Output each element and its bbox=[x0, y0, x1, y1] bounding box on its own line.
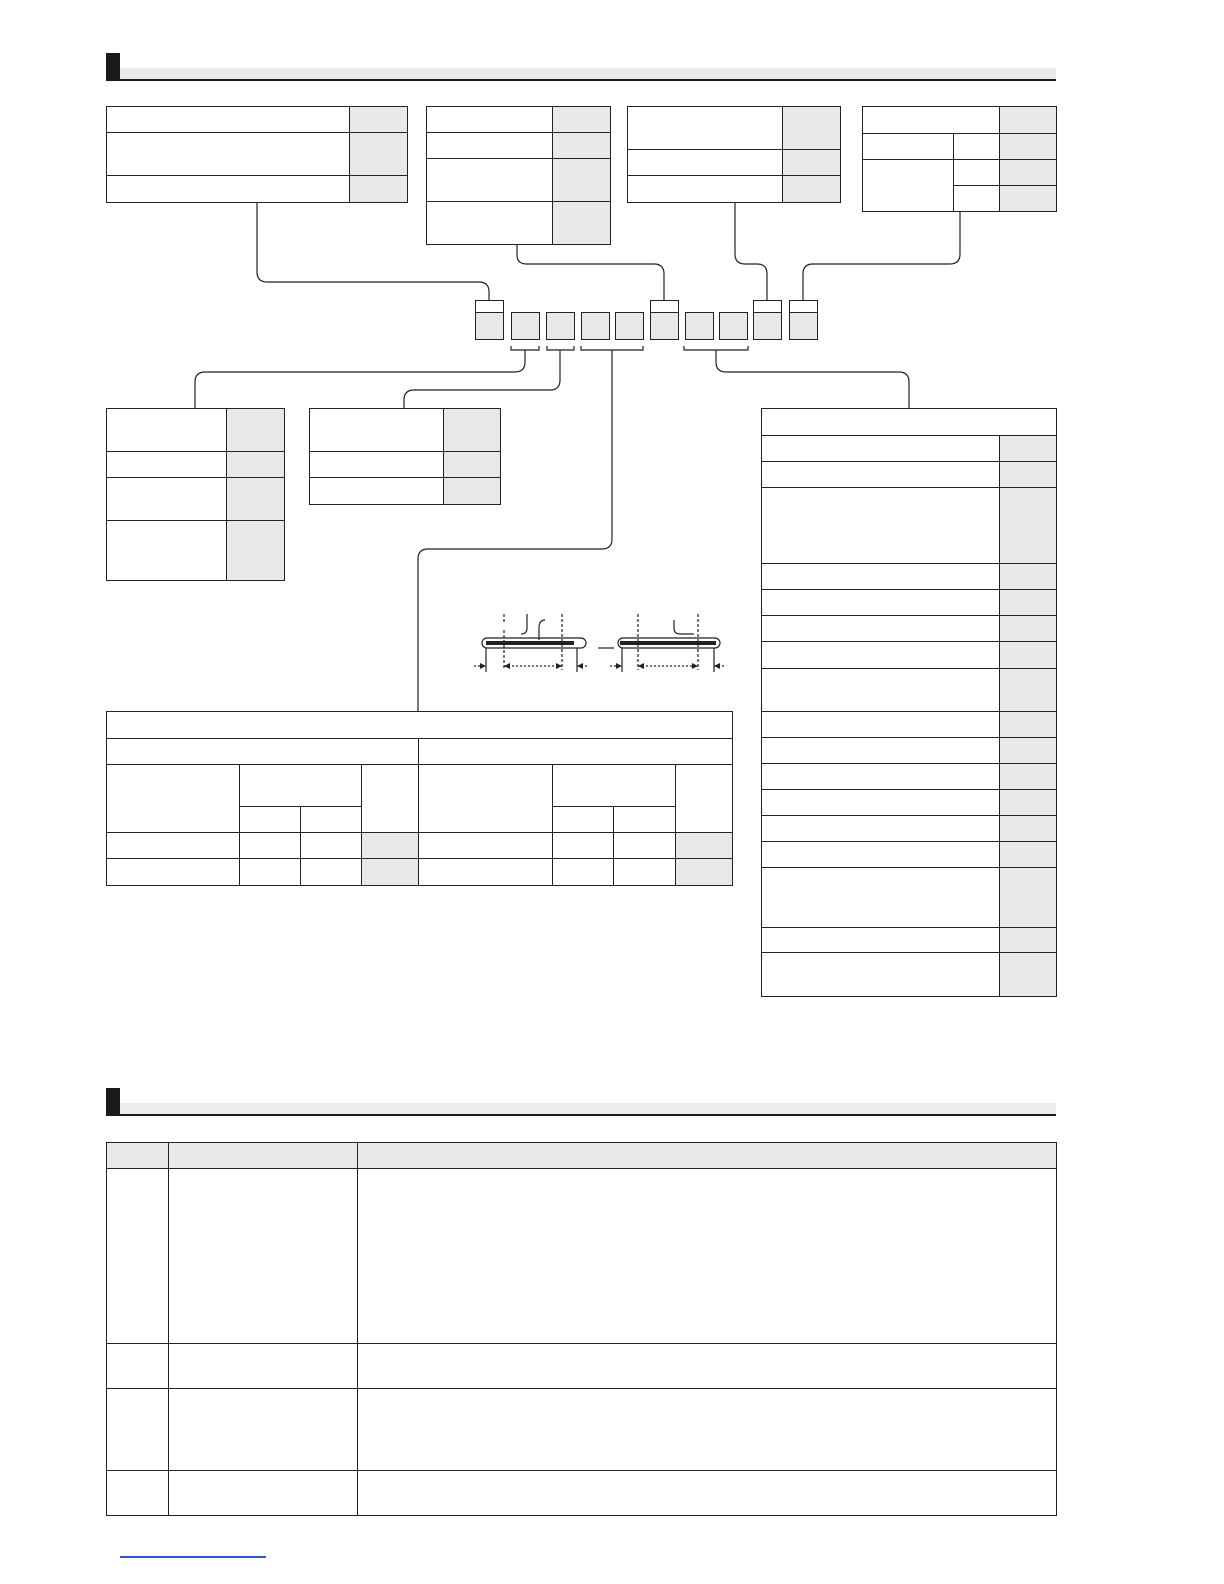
cell bbox=[762, 669, 1000, 712]
cell bbox=[553, 833, 614, 859]
code-tab-10 bbox=[789, 300, 818, 312]
cell bbox=[1000, 669, 1057, 712]
cell bbox=[1000, 953, 1057, 997]
model-code-box-2 bbox=[511, 312, 540, 340]
cell bbox=[1000, 590, 1057, 616]
cell bbox=[227, 521, 285, 581]
cell bbox=[240, 807, 301, 833]
cell bbox=[762, 953, 1000, 997]
cell bbox=[553, 859, 614, 886]
cell bbox=[676, 765, 733, 833]
cell bbox=[107, 712, 733, 739]
option-table-6 bbox=[309, 408, 501, 505]
cell bbox=[1000, 616, 1057, 642]
cell bbox=[362, 859, 419, 886]
cell bbox=[1000, 488, 1057, 564]
cell bbox=[310, 452, 444, 478]
spec-item bbox=[169, 1344, 358, 1389]
cell bbox=[762, 436, 1000, 462]
cell bbox=[553, 807, 614, 833]
model-code-box-4 bbox=[581, 312, 610, 340]
cell bbox=[1000, 642, 1057, 669]
cell bbox=[762, 928, 1000, 953]
model-code-box-10 bbox=[789, 312, 818, 340]
cell bbox=[227, 452, 285, 478]
cell bbox=[614, 859, 676, 886]
cell bbox=[1000, 436, 1057, 462]
footer-link[interactable] bbox=[120, 1556, 266, 1558]
spec-description bbox=[358, 1169, 1057, 1344]
cell bbox=[107, 765, 240, 833]
cell bbox=[1000, 712, 1057, 738]
cell bbox=[762, 590, 1000, 616]
cell bbox=[762, 842, 1000, 868]
cell bbox=[614, 833, 676, 859]
cell bbox=[301, 807, 362, 833]
cell bbox=[301, 859, 362, 886]
table-row bbox=[107, 1169, 1057, 1344]
cell bbox=[762, 616, 1000, 642]
cell bbox=[107, 478, 227, 521]
cell bbox=[362, 833, 419, 859]
model-code-box-7 bbox=[685, 312, 714, 340]
model-code-box-8 bbox=[719, 312, 748, 340]
spec-item bbox=[169, 1471, 358, 1516]
cell bbox=[762, 712, 1000, 738]
cell bbox=[419, 765, 553, 833]
cell bbox=[107, 521, 227, 581]
cell bbox=[762, 764, 1000, 790]
spec-table bbox=[106, 1142, 1057, 1516]
cell bbox=[419, 859, 553, 886]
cell bbox=[310, 478, 444, 505]
model-code-box-9 bbox=[753, 312, 782, 340]
cell bbox=[107, 833, 240, 859]
option-table-7 bbox=[761, 408, 1057, 997]
code-tab-6 bbox=[650, 300, 679, 312]
spec-description bbox=[358, 1389, 1057, 1471]
model-code-box-6 bbox=[650, 312, 679, 340]
cell bbox=[762, 409, 1057, 436]
code-tab-1 bbox=[475, 300, 504, 312]
cell bbox=[444, 452, 501, 478]
cell bbox=[676, 859, 733, 886]
spec-item bbox=[169, 1169, 358, 1344]
cell bbox=[762, 868, 1000, 928]
spec-header-no bbox=[107, 1143, 169, 1169]
cell bbox=[1000, 842, 1057, 868]
spec-no bbox=[107, 1169, 169, 1344]
cell bbox=[240, 765, 362, 807]
length-table bbox=[106, 711, 733, 886]
cell bbox=[762, 642, 1000, 669]
model-code-box-5 bbox=[615, 312, 644, 340]
cell bbox=[676, 833, 733, 859]
cell bbox=[1000, 764, 1057, 790]
cell bbox=[107, 739, 419, 765]
cell bbox=[310, 409, 444, 452]
cell bbox=[1000, 738, 1057, 764]
cell bbox=[419, 833, 553, 859]
cell bbox=[762, 564, 1000, 590]
cell bbox=[1000, 790, 1057, 816]
cell bbox=[1000, 564, 1057, 590]
cell bbox=[240, 833, 301, 859]
cell bbox=[762, 462, 1000, 488]
spec-header-item bbox=[169, 1143, 358, 1169]
cell bbox=[444, 409, 501, 452]
spec-header-description bbox=[358, 1143, 1057, 1169]
cell bbox=[107, 859, 240, 886]
section-band bbox=[120, 1103, 1056, 1114]
model-code-box-1 bbox=[475, 312, 504, 340]
cell bbox=[1000, 928, 1057, 953]
cell bbox=[1000, 462, 1057, 488]
cell bbox=[240, 859, 301, 886]
cell bbox=[419, 739, 733, 765]
cell bbox=[762, 790, 1000, 816]
cell bbox=[107, 452, 227, 478]
section-rule bbox=[120, 1114, 1056, 1116]
section-marker bbox=[106, 1088, 120, 1116]
cell bbox=[227, 478, 285, 521]
cell bbox=[762, 738, 1000, 764]
option-table-5 bbox=[106, 408, 285, 581]
spec-no bbox=[107, 1389, 169, 1471]
cell bbox=[301, 833, 362, 859]
table-row bbox=[107, 1389, 1057, 1471]
cell bbox=[1000, 816, 1057, 842]
spec-no bbox=[107, 1471, 169, 1516]
cell bbox=[762, 488, 1000, 564]
spec-description bbox=[358, 1471, 1057, 1516]
section-header-specifications bbox=[106, 1088, 1056, 1116]
cell bbox=[614, 807, 676, 833]
code-tab-9 bbox=[753, 300, 782, 312]
model-code-box-3 bbox=[546, 312, 575, 340]
cell bbox=[444, 478, 501, 505]
cell bbox=[227, 409, 285, 452]
cell bbox=[362, 765, 419, 833]
cell bbox=[762, 816, 1000, 842]
cell bbox=[553, 765, 676, 807]
spec-description bbox=[358, 1344, 1057, 1389]
spec-no bbox=[107, 1344, 169, 1389]
cell bbox=[107, 409, 227, 452]
cell bbox=[1000, 868, 1057, 928]
spec-item bbox=[169, 1389, 358, 1471]
table-row bbox=[107, 1344, 1057, 1389]
table-row bbox=[107, 1471, 1057, 1516]
